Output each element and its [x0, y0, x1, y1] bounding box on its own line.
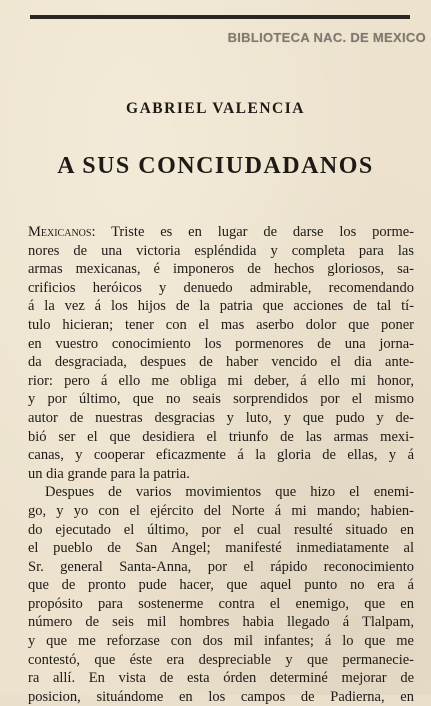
body-line: da desgraciada, despues de haber vencido el dia ante-: [28, 354, 414, 371]
body-line: ra allí. En vista de esta órden determiné mejorar de: [28, 670, 414, 687]
body-line: y por último, que no seais sorprendidos por el mismo: [28, 391, 414, 408]
body-line: Despues de varios movimientos que hizo el enemi-: [45, 484, 414, 501]
body-line: Mexicanos: Triste es en lugar de darse los porme-: [28, 224, 414, 240]
body-line: el pueblo de San Angel; manifesté inmediatamente al: [28, 540, 414, 557]
body-line: tulo hicieran; tener con el mas aserbo dolor que poner: [28, 316, 414, 333]
body-line: rior: pero á ello me obliga mi deber, á ello mi honor,: [28, 372, 414, 389]
paragraph-2: [28, 483, 414, 706]
body-line: autor de nuestras desgracias y luto, y que pudo y de-: [28, 409, 414, 426]
body-line: posicion, situándome en los campos de Padierna, en: [28, 688, 414, 705]
body-line: contestó, que éste era despreciable y que permanecie-: [28, 651, 414, 668]
lead-word: Mexicanos:: [28, 224, 96, 240]
body-line: do ejecutado el último, por el cual resulté situado en: [28, 521, 414, 538]
body-line: que de pronto pude hacer, que aquel punto no era á: [28, 577, 414, 594]
body-line: nores de una victoria espléndida y completa para las: [28, 242, 414, 259]
paragraph-1: [28, 223, 414, 483]
library-stamp: BIBLIOTECA NAC. DE MEXICO: [227, 30, 426, 45]
document-title: A SUS CONCIUDADANOS: [57, 153, 374, 179]
body-line: Sr. general Santa-Anna, por el rápido reconocimiento: [28, 558, 414, 575]
body-line: propósito para sostenerme contra el enemigo, que en: [28, 595, 414, 612]
body-line: canas, y cooperar eficazmente á la gloria de ellas, y á: [28, 447, 414, 464]
top-rule: [30, 15, 410, 19]
body-line: go, y yo con el ejército del Norte á mi mando; habien-: [28, 502, 414, 519]
body-line: armas mexicanas, é imponeros de hechos gloriosos, sa-: [28, 261, 414, 278]
body-line: crificios heróicos y denuedo admirable, recomendando: [28, 279, 414, 296]
document-body: [28, 223, 414, 706]
author-heading: GABRIEL VALENCIA: [126, 100, 305, 117]
body-line: número de seis mil hombres habia llegado á Tlalpam,: [28, 614, 414, 631]
body-line: un dia grande para la patria.: [28, 465, 190, 482]
body-line: á la vez á los hijos de la patria que acciones de tal tí-: [28, 298, 414, 315]
body-line: y que me reforzase con dos mil infantes; á lo que me: [28, 633, 414, 650]
body-line: bió ser el que desidiera el triunfo de las armas mexi-: [28, 428, 414, 445]
body-line: en vuestro conocimiento los pormenores de una jorna-: [28, 335, 414, 352]
